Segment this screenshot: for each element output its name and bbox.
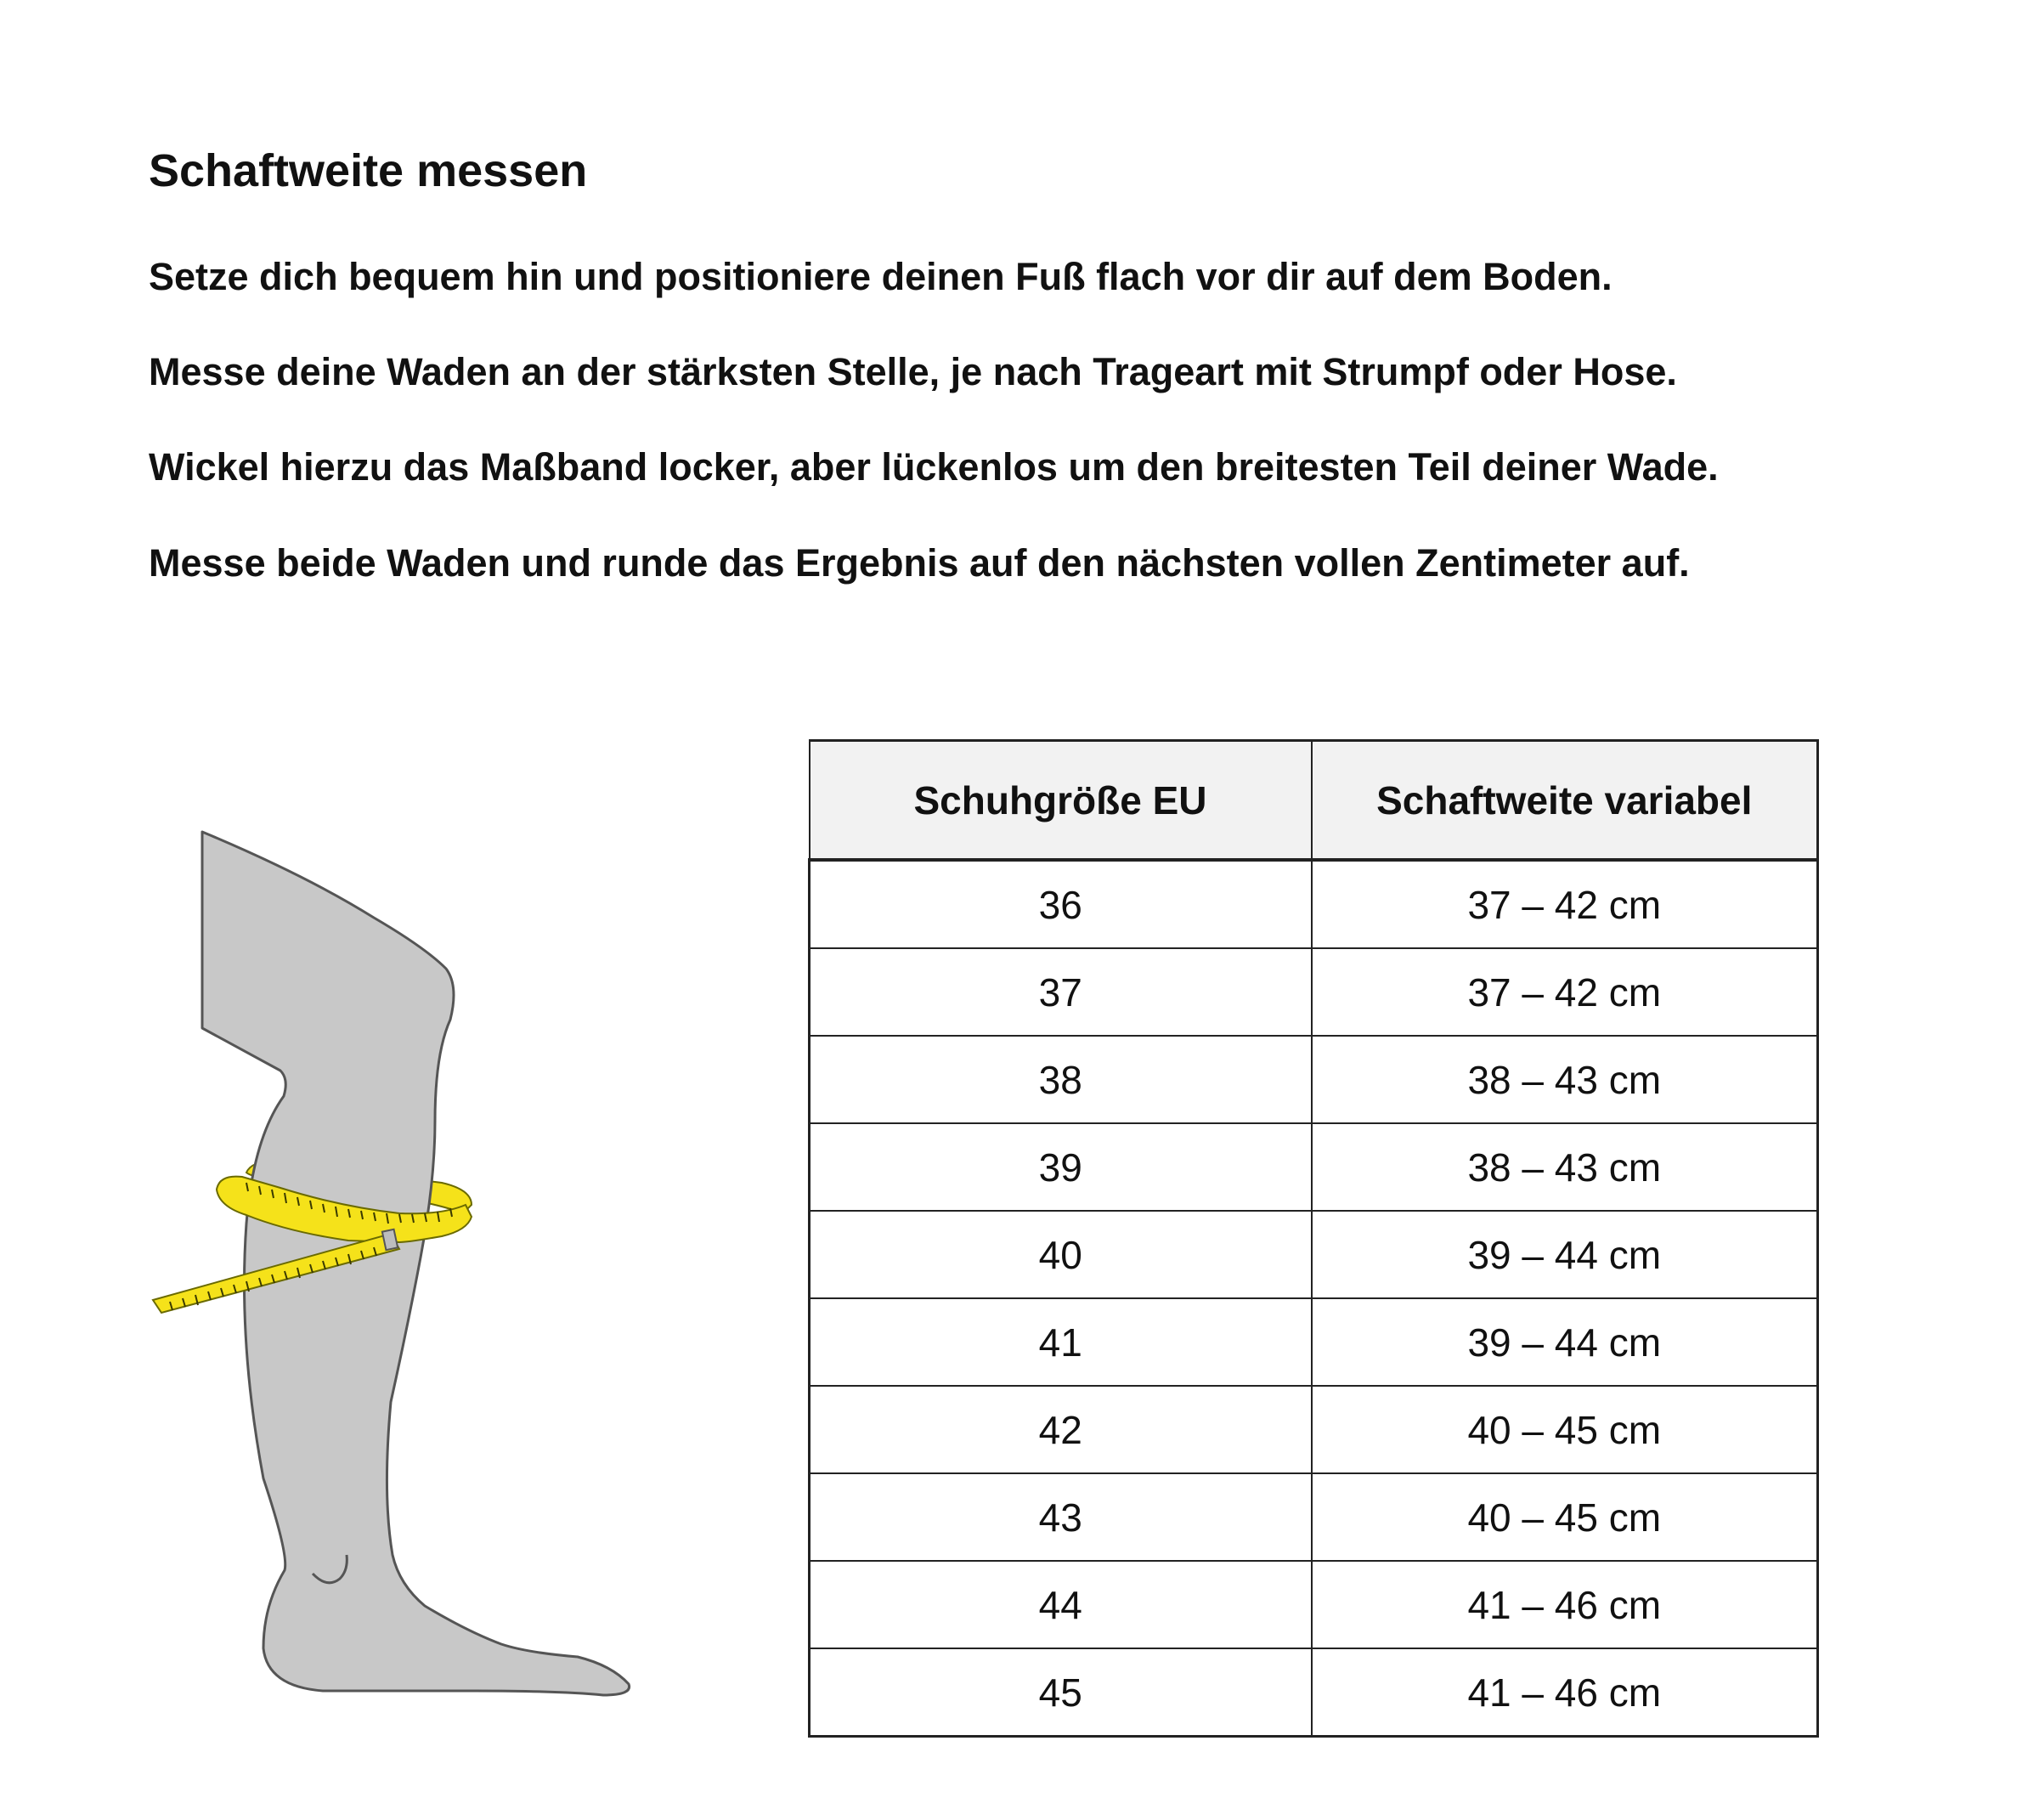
- leg-shape: [202, 832, 630, 1695]
- cell-shaft-width: 39 – 44 cm: [1312, 1298, 1818, 1386]
- cell-shoe-size: 38: [810, 1036, 1312, 1123]
- cell-shaft-width: 41 – 46 cm: [1312, 1561, 1818, 1648]
- instruction-3: Wickel hierzu das Maßband locker, aber lückenlos um den breitesten Teil deiner Wade.: [149, 445, 1719, 489]
- table-row: [810, 1298, 1818, 1386]
- header-shaft-width: Schaftweite variabel: [1312, 741, 1818, 861]
- cell-shoe-size: 45: [810, 1648, 1312, 1737]
- table-row: [810, 1123, 1818, 1211]
- cell-shaft-width: 40 – 45 cm: [1312, 1473, 1818, 1561]
- size-table: [808, 739, 1819, 1738]
- cell-shaft-width: 38 – 43 cm: [1312, 1036, 1818, 1123]
- table-row: [810, 860, 1818, 948]
- cell-shoe-size: 43: [810, 1473, 1312, 1561]
- cell-shaft-width: 38 – 43 cm: [1312, 1123, 1818, 1211]
- table-row: [810, 1473, 1818, 1561]
- instruction-1: Setze dich bequem hin und positioniere deinen Fuß flach vor dir auf dem Boden.: [149, 255, 1613, 298]
- cell-shoe-size: 44: [810, 1561, 1312, 1648]
- cell-shaft-width: 37 – 42 cm: [1312, 860, 1818, 948]
- cell-shaft-width: 37 – 42 cm: [1312, 948, 1818, 1036]
- table-header-row: [810, 741, 1818, 861]
- table-row: [810, 1386, 1818, 1473]
- cell-shoe-size: 39: [810, 1123, 1312, 1211]
- header-shoe-size: Schuhgröße EU: [810, 741, 1312, 861]
- cell-shaft-width: 39 – 44 cm: [1312, 1211, 1818, 1298]
- cell-shoe-size: 40: [810, 1211, 1312, 1298]
- instruction-2: Messe deine Waden an der stärksten Stelle, je nach Trageart mit Strumpf oder Hose.: [149, 350, 1677, 393]
- cell-shaft-width: 40 – 45 cm: [1312, 1386, 1818, 1473]
- table-row: [810, 1648, 1818, 1737]
- cell-shaft-width: 41 – 46 cm: [1312, 1648, 1818, 1737]
- table-row: [810, 1561, 1818, 1648]
- page-title: Schaftweite messen: [149, 145, 588, 196]
- table-row: [810, 948, 1818, 1036]
- cell-shoe-size: 42: [810, 1386, 1312, 1473]
- leg-measuring-illustration: [136, 816, 646, 1716]
- cell-shoe-size: 36: [810, 860, 1312, 948]
- table-row: [810, 1211, 1818, 1298]
- table-row: [810, 1036, 1818, 1123]
- instruction-4: Messe beide Waden und runde das Ergebnis auf den nächsten vollen Zentimeter auf.: [149, 541, 1690, 585]
- cell-shoe-size: 41: [810, 1298, 1312, 1386]
- cell-shoe-size: 37: [810, 948, 1312, 1036]
